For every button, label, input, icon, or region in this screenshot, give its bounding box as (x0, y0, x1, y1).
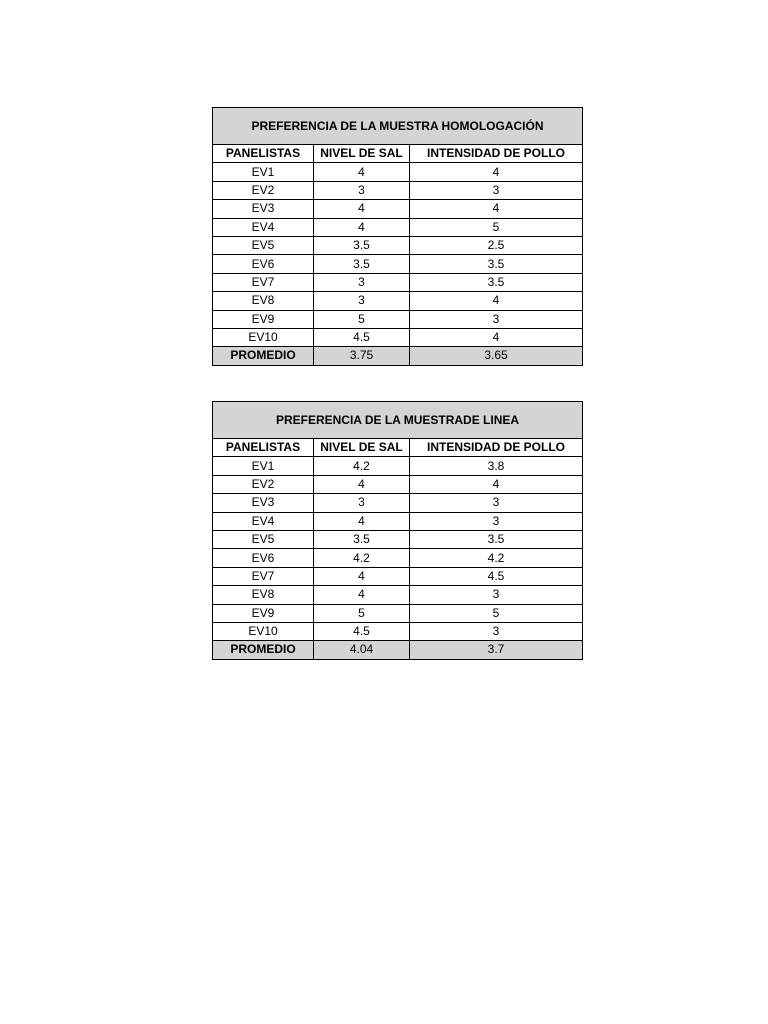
column-header-nivel-de-sal: NIVEL DE SAL (314, 439, 410, 457)
cell-panelista: EV1 (213, 457, 314, 475)
cell-panelista: EV10 (213, 328, 314, 346)
table-row (213, 586, 583, 604)
average-row (213, 347, 583, 365)
cell-intensidad-de-pollo: 4.5 (410, 567, 583, 585)
cell-intensidad-de-pollo: 3 (410, 494, 583, 512)
cell-intensidad-de-pollo: 5 (410, 218, 583, 236)
cell-nivel-de-sal: 3 (314, 273, 410, 291)
table-row (213, 622, 583, 640)
table-row (213, 292, 583, 310)
cell-nivel-de-sal: 3.5 (314, 236, 410, 254)
cell-intensidad-de-pollo: 4 (410, 292, 583, 310)
cell-intensidad-de-pollo: 3.5 (410, 530, 583, 548)
cell-intensidad-de-pollo: 3 (410, 310, 583, 328)
cell-panelista: EV6 (213, 255, 314, 273)
cell-nivel-de-sal: 5 (314, 604, 410, 622)
average-row (213, 641, 583, 659)
table-row (213, 200, 583, 218)
cell-panelista: EV2 (213, 181, 314, 199)
cell-nivel-de-sal: 4 (314, 163, 410, 181)
cell-intensidad-de-pollo: 2.5 (410, 236, 583, 254)
table-row (213, 310, 583, 328)
table-title-row (213, 402, 583, 439)
table-header-row (213, 439, 583, 457)
cell-intensidad-de-pollo: 4 (410, 475, 583, 493)
table-row (213, 181, 583, 199)
cell-panelista: EV6 (213, 549, 314, 567)
cell-intensidad-de-pollo: 3 (410, 586, 583, 604)
cell-intensidad-de-pollo: 3.5 (410, 273, 583, 291)
cell-panelista: EV5 (213, 530, 314, 548)
average-intensidad-de-pollo: 3.65 (410, 347, 583, 365)
cell-nivel-de-sal: 4 (314, 567, 410, 585)
cell-nivel-de-sal: 4.5 (314, 328, 410, 346)
cell-panelista: EV3 (213, 200, 314, 218)
table-row (213, 494, 583, 512)
cell-panelista: EV10 (213, 622, 314, 640)
cell-nivel-de-sal: 3 (314, 292, 410, 310)
table-row (213, 163, 583, 181)
table-row (213, 236, 583, 254)
cell-nivel-de-sal: 3 (314, 494, 410, 512)
average-nivel-de-sal: 4.04 (314, 641, 410, 659)
linea-table (212, 401, 583, 660)
column-header-panelistas: PANELISTAS (213, 145, 314, 163)
table-row (213, 218, 583, 236)
table-title: PREFERENCIA DE LA MUESTRA HOMOLOGACIÓN (213, 108, 583, 145)
cell-panelista: EV1 (213, 163, 314, 181)
cell-panelista: EV3 (213, 494, 314, 512)
table-body (213, 163, 583, 347)
cell-nivel-de-sal: 4.2 (314, 549, 410, 567)
table-row (213, 530, 583, 548)
table-row (213, 475, 583, 493)
cell-intensidad-de-pollo: 4 (410, 328, 583, 346)
cell-panelista: EV8 (213, 586, 314, 604)
column-header-intensidad-de-pollo: INTENSIDAD DE POLLO (410, 145, 583, 163)
column-header-panelistas: PANELISTAS (213, 439, 314, 457)
average-label: PROMEDIO (213, 347, 314, 365)
homologacion-table (212, 107, 583, 366)
cell-nivel-de-sal: 4 (314, 475, 410, 493)
table-row (213, 549, 583, 567)
cell-intensidad-de-pollo: 4.2 (410, 549, 583, 567)
cell-intensidad-de-pollo: 3.8 (410, 457, 583, 475)
cell-panelista: EV2 (213, 475, 314, 493)
table-title: PREFERENCIA DE LA MUESTRADE LINEA (213, 402, 583, 439)
cell-nivel-de-sal: 3 (314, 181, 410, 199)
cell-intensidad-de-pollo: 5 (410, 604, 583, 622)
cell-intensidad-de-pollo: 4 (410, 163, 583, 181)
table-row (213, 273, 583, 291)
cell-nivel-de-sal: 4 (314, 200, 410, 218)
table-row (213, 512, 583, 530)
table-row (213, 604, 583, 622)
cell-panelista: EV7 (213, 273, 314, 291)
table-row (213, 255, 583, 273)
cell-nivel-de-sal: 4.5 (314, 622, 410, 640)
cell-intensidad-de-pollo: 3 (410, 622, 583, 640)
table-row (213, 567, 583, 585)
column-header-nivel-de-sal: NIVEL DE SAL (314, 145, 410, 163)
table-body (213, 457, 583, 641)
cell-panelista: EV4 (213, 218, 314, 236)
cell-panelista: EV9 (213, 604, 314, 622)
cell-nivel-de-sal: 4 (314, 218, 410, 236)
cell-nivel-de-sal: 3.5 (314, 255, 410, 273)
table-row (213, 457, 583, 475)
cell-panelista: EV5 (213, 236, 314, 254)
column-header-intensidad-de-pollo: INTENSIDAD DE POLLO (410, 439, 583, 457)
cell-nivel-de-sal: 4 (314, 512, 410, 530)
cell-panelista: EV7 (213, 567, 314, 585)
cell-nivel-de-sal: 5 (314, 310, 410, 328)
average-nivel-de-sal: 3.75 (314, 347, 410, 365)
average-intensidad-de-pollo: 3.7 (410, 641, 583, 659)
cell-panelista: EV8 (213, 292, 314, 310)
table-row (213, 328, 583, 346)
cell-nivel-de-sal: 4.2 (314, 457, 410, 475)
cell-nivel-de-sal: 3.5 (314, 530, 410, 548)
cell-intensidad-de-pollo: 3.5 (410, 255, 583, 273)
table-title-row (213, 108, 583, 145)
cell-panelista: EV9 (213, 310, 314, 328)
cell-nivel-de-sal: 4 (314, 586, 410, 604)
cell-intensidad-de-pollo: 3 (410, 181, 583, 199)
table-header-row (213, 145, 583, 163)
cell-panelista: EV4 (213, 512, 314, 530)
average-label: PROMEDIO (213, 641, 314, 659)
cell-intensidad-de-pollo: 4 (410, 200, 583, 218)
cell-intensidad-de-pollo: 3 (410, 512, 583, 530)
